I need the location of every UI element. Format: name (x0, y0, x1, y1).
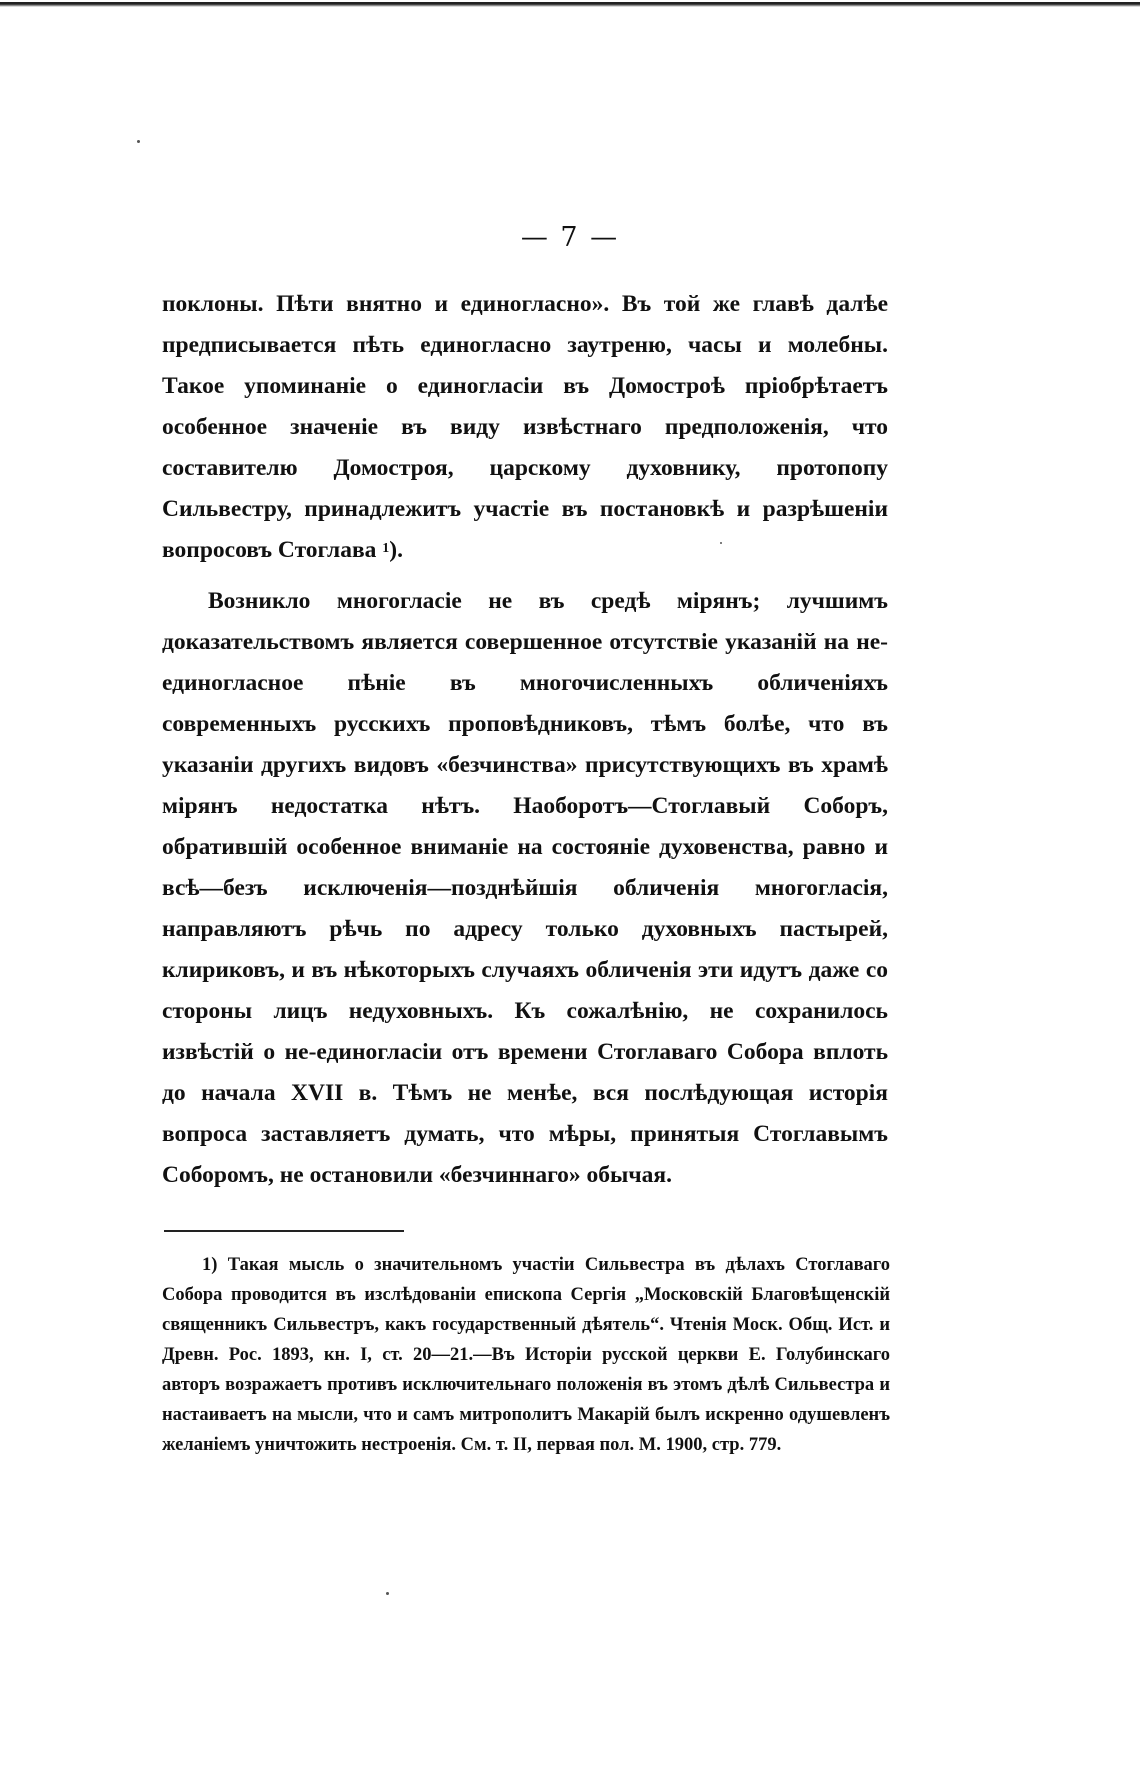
footnote-reference[interactable]: 1 (382, 541, 390, 556)
paragraph-1-end: ). (389, 537, 403, 563)
scan-top-edge (0, 2, 1140, 7)
scan-speck (386, 1592, 389, 1595)
footnote (162, 1250, 890, 1460)
footnote-marker: 1) (202, 1255, 218, 1275)
scan-speck (720, 542, 722, 544)
paragraph-2: Возникло многогласіе не въ средѣ мірянъ; лучшимъ доказательствомъ является совершенное отсутствіе указаній на не-единогласное пѣніе въ многочисленныхъ обличеніяхъ современныхъ русскихъ проповѣдниковъ, тѣмъ болѣе, что въ указаніи другихъ видовъ «безчинства» присутствующихъ въ храмѣ мірянъ недостатка нѣтъ. Наоборотъ—Стоглавый Соборъ, обратившій особенное вниманіе на состояніе духовенства, равно и всѣ—безъ исключенія—позднѣйшія обличенія многогласія, направляютъ рѣчь по адресу только духовныхъ пастырей, клириковъ, и въ нѣкоторыхъ случаяхъ обличенія эти идутъ даже со стороны лицъ недуховныхъ. Къ сожалѣнію, не сохранилось извѣстій о не-единогласіи отъ времени Стоглаваго Собора вплоть до начала XVII в. Тѣмъ не менѣе, вся послѣдующая исторія вопроса заставляетъ думать, что мѣры, принятыя Стоглавымъ Соборомъ, не остановили «безчиннаго» обычая. (162, 588, 888, 1188)
paragraph-1-text: поклоны. Пѣти внятно и единогласно». Въ той же главѣ далѣе предписывается пѣть единогласно заутреню, часы и молебны. Такое упоминаніе о единогласіи въ Домостроѣ пріобрѣтаетъ особенное значеніе въ виду извѣстнаго предположенія, что составителю Домостроя, царскому духовнику, протопопу Сильвестру, принадлежитъ участіе въ постановкѣ и разрѣшеніи вопросовъ Стоглава (162, 291, 888, 563)
paragraph-1 (162, 284, 888, 571)
scan-speck (137, 140, 140, 143)
page-number: — 7 — (520, 222, 620, 253)
footnote-divider (164, 1230, 404, 1232)
body-text (162, 284, 888, 1196)
footnote-text: Такая мысль о значительномъ участіи Сильвестра въ дѣлахъ Стоглаваго Собора проводится въ изслѣдованіи епископа Сергія „Московскій Благовѣщенскій священникъ Сильвестръ, какъ государственный дѣятель“. Чтенія Моск. Общ. Ист. и Древн. Рос. 1893, кн. I, ст. 20—21.—Въ Исторіи русской церкви Е. Голубинскаго авторъ возражаетъ противъ исключительнаго положенія въ этомъ дѣлѣ Сильвестра и настаиваетъ на мысли, что и самъ митрополитъ Макарій былъ искренно одушевленъ желаніемъ уничтожить нестроенія. См. т. II, первая пол. М. 1900, стр. 779. (162, 1255, 890, 1455)
